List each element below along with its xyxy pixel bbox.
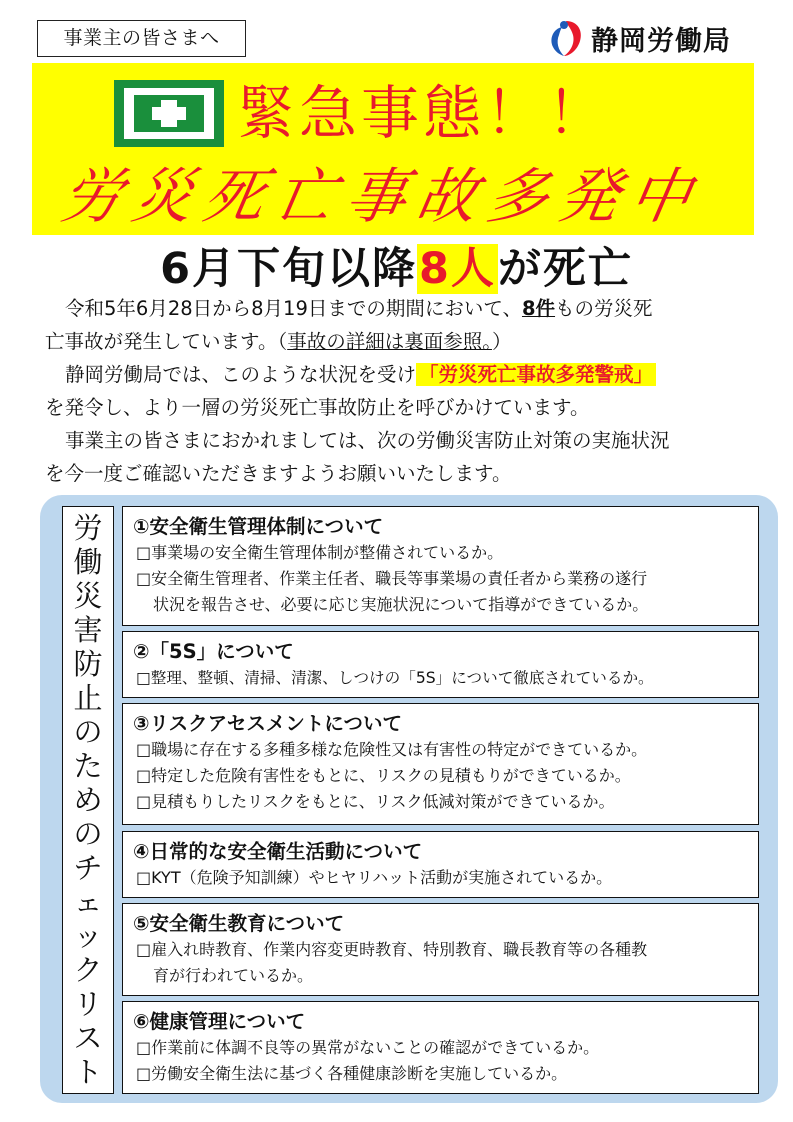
intro-text-span: もの労災死 [555, 297, 653, 320]
intro-text-span: 静岡労働局では、このような状況を受け [65, 363, 417, 386]
labour-bureau-logo [547, 14, 762, 62]
checklist-item-text: 状況を報告させ、必要に応じ実施状況について指導ができているか。 [153, 595, 649, 614]
labour-bureau-logo-icon [547, 17, 585, 59]
side-label-char: ク [73, 953, 103, 987]
side-label-char: 止 [73, 681, 103, 715]
banner-subtitle: 労災死亡事故多発中 [55, 162, 708, 232]
checklist-side-label [62, 506, 114, 1094]
death-count: 8件 [521, 297, 556, 320]
intro-line-2 [45, 325, 765, 358]
intro-text-span: ） [491, 330, 512, 353]
side-label-char: た [73, 749, 103, 783]
side-label-char: め [73, 783, 103, 817]
checklist-section-risk-assessment [122, 703, 759, 825]
logo-text: 静岡労働局 [591, 25, 731, 57]
section-title: ①安全衛生管理体制について [133, 515, 384, 538]
section-title: ②「5S」について [133, 640, 294, 663]
checklist-item: □KYT（危険予知訓練）やヒヤリハット活動が実施されているか。 [136, 868, 613, 887]
emergency-banner [32, 63, 754, 235]
side-label-char: ト [73, 1055, 103, 1089]
checklist-section-education [122, 903, 759, 996]
checklist-item: □特定した危険有害性をもとに、リスクの見積もりができているか。 [136, 766, 631, 785]
side-label-char: の [73, 715, 103, 749]
checklist-item: □作業前に体調不良等の異常がないことの確認ができているか。 [136, 1038, 600, 1057]
headline-after: が死亡 [497, 244, 633, 294]
checklist-section-daily-activities [122, 831, 759, 898]
checklist-section-safety-management [122, 506, 759, 626]
checklist-item: □整理、整頓、清掃、清潔、しつけの「5S」について徹底されているか。 [136, 669, 654, 687]
section-title: ③リスクアセスメントについて [133, 712, 403, 735]
checklist-section-5s [122, 631, 759, 698]
checklist-item-text: 育が行われているか。 [153, 966, 314, 985]
checklist-item: □職場に存在する多種多様な危険性又は有害性の特定ができているか。 [136, 740, 648, 759]
checklist-item-text: □安全衛生管理者、作業主任者、職長等事業場の責任者から業務の遂行 [136, 569, 648, 588]
headline [0, 240, 793, 298]
side-label-char: リ [73, 987, 103, 1021]
section-title: ④日常的な安全衛生活動について [133, 840, 423, 863]
side-label-char: ス [73, 1021, 103, 1055]
side-label-char: ッ [73, 919, 103, 953]
checklist-panel [40, 495, 778, 1103]
side-label-char: チ [73, 851, 103, 885]
intro-line-3 [45, 358, 765, 391]
headline-before: 6月下旬以降 [160, 244, 417, 294]
intro-line-5: 事業主の皆さまにおかれましては、次の労働災害防止対策の実施状況 [65, 429, 670, 452]
intro-text [45, 292, 765, 490]
section-title: ⑤安全衛生教育について [133, 912, 345, 935]
checklist-section-health-management [122, 1001, 759, 1094]
checklist-item: □事業場の安全衛生管理体制が整備されているか。 [136, 543, 504, 562]
checklist-item [133, 937, 758, 989]
checklist-item-text: □雇入れ時教育、作業内容変更時教育、特別教育、職長教育等の各種教 [136, 940, 648, 959]
intro-text-span: 亡事故が発生しています。（ [45, 330, 288, 353]
details-reference: 事故の詳細は裏面参照。 [287, 330, 492, 353]
side-label-char: ェ [73, 885, 103, 919]
checklist-item [133, 566, 758, 618]
section-title: ⑥健康管理について [133, 1010, 306, 1033]
side-label-char: 害 [73, 613, 103, 647]
headline-highlight: 8人 [419, 244, 496, 294]
intro-line-1 [45, 292, 765, 325]
intro-text-span: 令和5年6月28日から8月19日までの期間において、 [65, 297, 522, 320]
side-label-char: 災 [73, 579, 103, 613]
warning-declaration: 「労災死亡事故多発警戒」 [416, 363, 656, 386]
intro-line-6: を今一度ご確認いただきますようお願いいたします。 [45, 462, 512, 485]
intro-line-4: を発令し、より一層の労災死亡事故防止を呼びかけています。 [45, 396, 590, 419]
side-label-char: 防 [73, 647, 103, 681]
emergency-text: 緊急事態！！ [237, 79, 610, 147]
recipient-label: 事業主の皆さまへ [37, 20, 246, 57]
side-label-char: の [73, 817, 103, 851]
checklist-item: □労働安全衛生法に基づく各種健康診断を実施しているか。 [136, 1064, 568, 1083]
checklist-item: □見積もりしたリスクをもとに、リスク低減対策ができているか。 [136, 792, 615, 811]
side-label-char: 労 [73, 511, 103, 545]
side-label-char: 働 [73, 545, 103, 579]
safety-green-cross-icon [114, 80, 224, 147]
